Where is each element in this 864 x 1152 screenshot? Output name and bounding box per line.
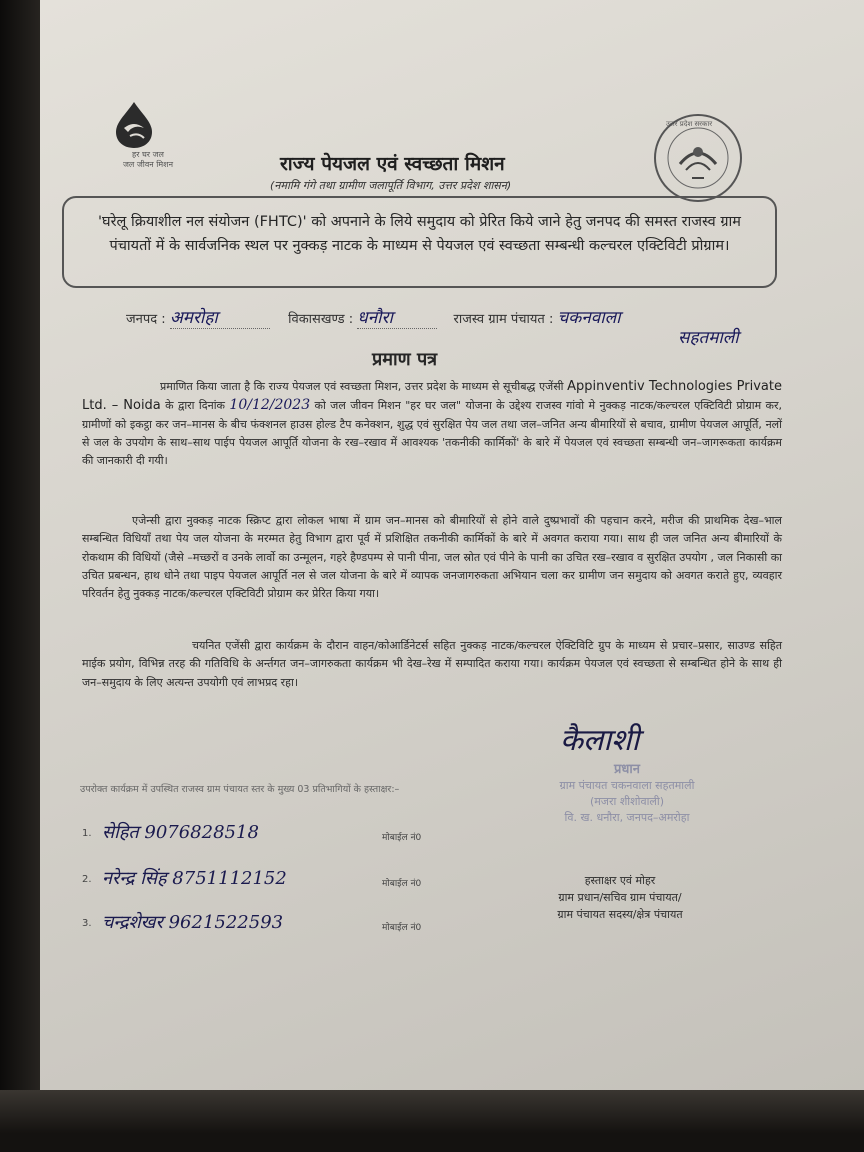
stamp-line-4: वि. ख. धनौरा, जनपद–अमरोहा — [564, 811, 690, 824]
signature-caption-2: ग्राम प्रधान/सचिव ग्राम पंचायत/ — [558, 891, 682, 904]
participant-entry: चन्द्रशेखर 9621522593 — [102, 912, 284, 933]
participant-number: 2. — [82, 874, 92, 885]
participant-number: 1. — [82, 828, 92, 839]
participant-row — [82, 910, 442, 938]
district-label: जनपद : — [126, 312, 166, 327]
paragraph-1-intro: प्रमाणित किया जाता है कि राज्य पेयजल एवं स्वच्छता मिशन, उत्तर प्रदेश के माध्यम से सूचीबद्ध एजेंसी — [160, 380, 564, 393]
participant-entry: नरेन्द्र सिंह 8751112152 — [102, 868, 287, 889]
paragraph-3: चयनित एजेंसी द्वारा कार्यक्रम के दौरान वाहन/कोआर्डिनेटर्स सहित नुक्कड़ नाटक/कल्चरल ऐक्टिविटि ग्रुप के माध्यम से प्रचार–प्रसार, साउण्ड सहित माईक प्रयोग, विभिन्न तरह की गतिविधि के अर्न्तगत जन–जागरुकता कार्यक्रम भी देख–रेख में सम्पादित कराया गया। कार्यक्रम पेयजल एवं स्वच्छता से सम्बन्धित होने के साथ ही जन–समुदाय के लिए अत्यन्त उपयोगी एवं लाभप्रद रहा। — [82, 639, 782, 689]
background-shadow-bottom — [0, 1090, 864, 1152]
location-fields — [126, 305, 816, 357]
signature-caption — [520, 872, 720, 923]
stamp-line-2: ग्राम पंचायत चकनवाला सहतमाली — [559, 779, 695, 792]
paragraph-1-date-label: के द्वारा दिनांक — [160, 399, 226, 413]
paragraph-2: एजेन्सी द्वारा नुक्कड़ नाटक स्क्रिप्ट द्वारा लोकल भाषा में ग्राम जन–मानस को बीमारियों से होने वाले दुष्प्रभावों की पहचान करने, मरीज की प्राथमिक देख–भाल सम्बन्धित विधियाँ तथा पेय जल योजना के मरम्मत हेतु विभाग द्वारा पूर्व में प्रशिक्षित तकनीकी कार्मिकों के बारे में अवगत कराया गया। साथ ही जल जनित अन्य बीमारियों के रोकथाम की विधियों (जैसे –मच्छरों व उनके लार्वो का उन्मूलन, गहरे हैण्डपम्प से पानी पीना, जल स्रोत एवं पीने के पानी का उचित रख–रखाव व सुरक्षित उपयोग , जल निकासी का उचित प्रबन्धन, हाथ धोने तथा पाइप पेयजल आपूर्ति नल से जल योजना के बारे में व्यापक जनजागरुकता अभियान चला कर ग्रामीण जन समुदाय को अवगत कराते हुए, व्यवहार परिवर्तन हेतु नुक्कड़ नाटक/कल्चरल एक्टिविटी प्रोग्राम कर प्रेरित किया गया। — [82, 514, 782, 601]
participants-label: उपरोक्त कार्यक्रम में उपस्थित राजस्व ग्राम पंचायत स्तर के मुख्य 03 प्रतिभागियों के हस्ताक्षर:– — [80, 784, 400, 795]
program-date: 10/12/2023 — [229, 397, 311, 414]
mobile-label: मोबाईल नं0 — [382, 833, 422, 843]
seal-text: उत्तर प्रदेश सरकार — [666, 120, 713, 128]
participant-entry: सेहित 9076828518 — [102, 822, 259, 843]
district-value: अमरोहा — [170, 305, 270, 329]
page-subtitle: (नमामि गंगे तथा ग्रामीण जलापूर्ति विभाग, उत्तर प्रदेश शासन) — [270, 179, 512, 192]
signature-caption-3: ग्राम पंचायत सदस्य/क्षेत्र पंचायत — [557, 908, 683, 921]
gram-panchayat-value-2: सहतमाली — [678, 328, 739, 348]
background-shadow-left — [0, 0, 45, 1152]
certificate-title: प्रमाण पत्र — [372, 349, 438, 370]
jal-jeevan-mission-logo — [108, 98, 188, 188]
page-title: राज्य पेयजल एवं स्वच्छता मिशन — [280, 153, 505, 175]
gram-panchayat-label: राजस्व ग्राम पंचायत : — [453, 312, 554, 327]
logo-caption: हर घर जल जल जीवन मिशन — [122, 150, 174, 169]
stamp-line-3: (मजरा शीशोवाली) — [589, 795, 665, 808]
program-banner: 'घरेलू क्रियाशील नल संयोजन (FHTC)' को अपनाने के लिये समुदाय को प्रेरित किये जाने हेतु जनपद की समस्त राजस्व ग्राम पंचायतों में के सार्वजनिक स्थल पर नुक्कड़ नाटक के माध्यम से पेयजल एवं स्वच्छता सम्बन्धी कल्चरल एक्टिविटी प्रोग्राम। — [62, 196, 777, 288]
block-value: धनौरा — [357, 305, 437, 329]
stamp-line-1: प्रधान — [614, 762, 640, 777]
agency-name: Appinventiv Technologies Private Ltd. – Noida — [82, 379, 782, 414]
paragraph-1-body: को जल जीवन मिशन "हर घर जल" योजना के उद्देश्य राजस्व गांवो मे नुक्कड़ नाटक/कल्चरल एक्टिविटी प्रोग्राम कर, ग्रामीणों को इकट्ठा कर जन–मानस के बीच फंक्शनल हाउस होल्ड टैप कनेक्शन, शुद्ध एवं सुरक्षित पेय जल तथा जल–जनित अन्य बीमारियों से बचाव, ग्रामीण पेयजल आपूर्ति, नलों से जल के उपयोग के साथ–साथ पाईप पेयजल आपूर्ति योजना के रख–रखाव में आवश्यक 'तकनीकी कार्मिकों' के बारे में पेयजल एवं स्वच्छता सम्बन्धी जन–जागरूकता कार्यक्रम की जानकारी दी गयी। — [82, 399, 782, 468]
signature-caption-1: हस्ताक्षर एवं मोहर — [584, 874, 656, 887]
mobile-label: मोबाईल नं0 — [382, 879, 422, 889]
block-label: विकासखण्ड : — [288, 312, 354, 327]
participant-row — [82, 866, 442, 894]
gram-panchayat-value: चकनवाला — [557, 308, 621, 328]
participant-number: 3. — [82, 918, 92, 929]
water-drop-icon — [108, 98, 188, 150]
mobile-label: मोबाईल नं0 — [382, 923, 422, 933]
pradhan-signature: कैलाशी — [560, 723, 640, 758]
participant-row — [82, 820, 442, 848]
official-stamp — [522, 762, 732, 826]
up-government-seal — [652, 112, 744, 204]
paragraph-1 — [82, 378, 782, 470]
